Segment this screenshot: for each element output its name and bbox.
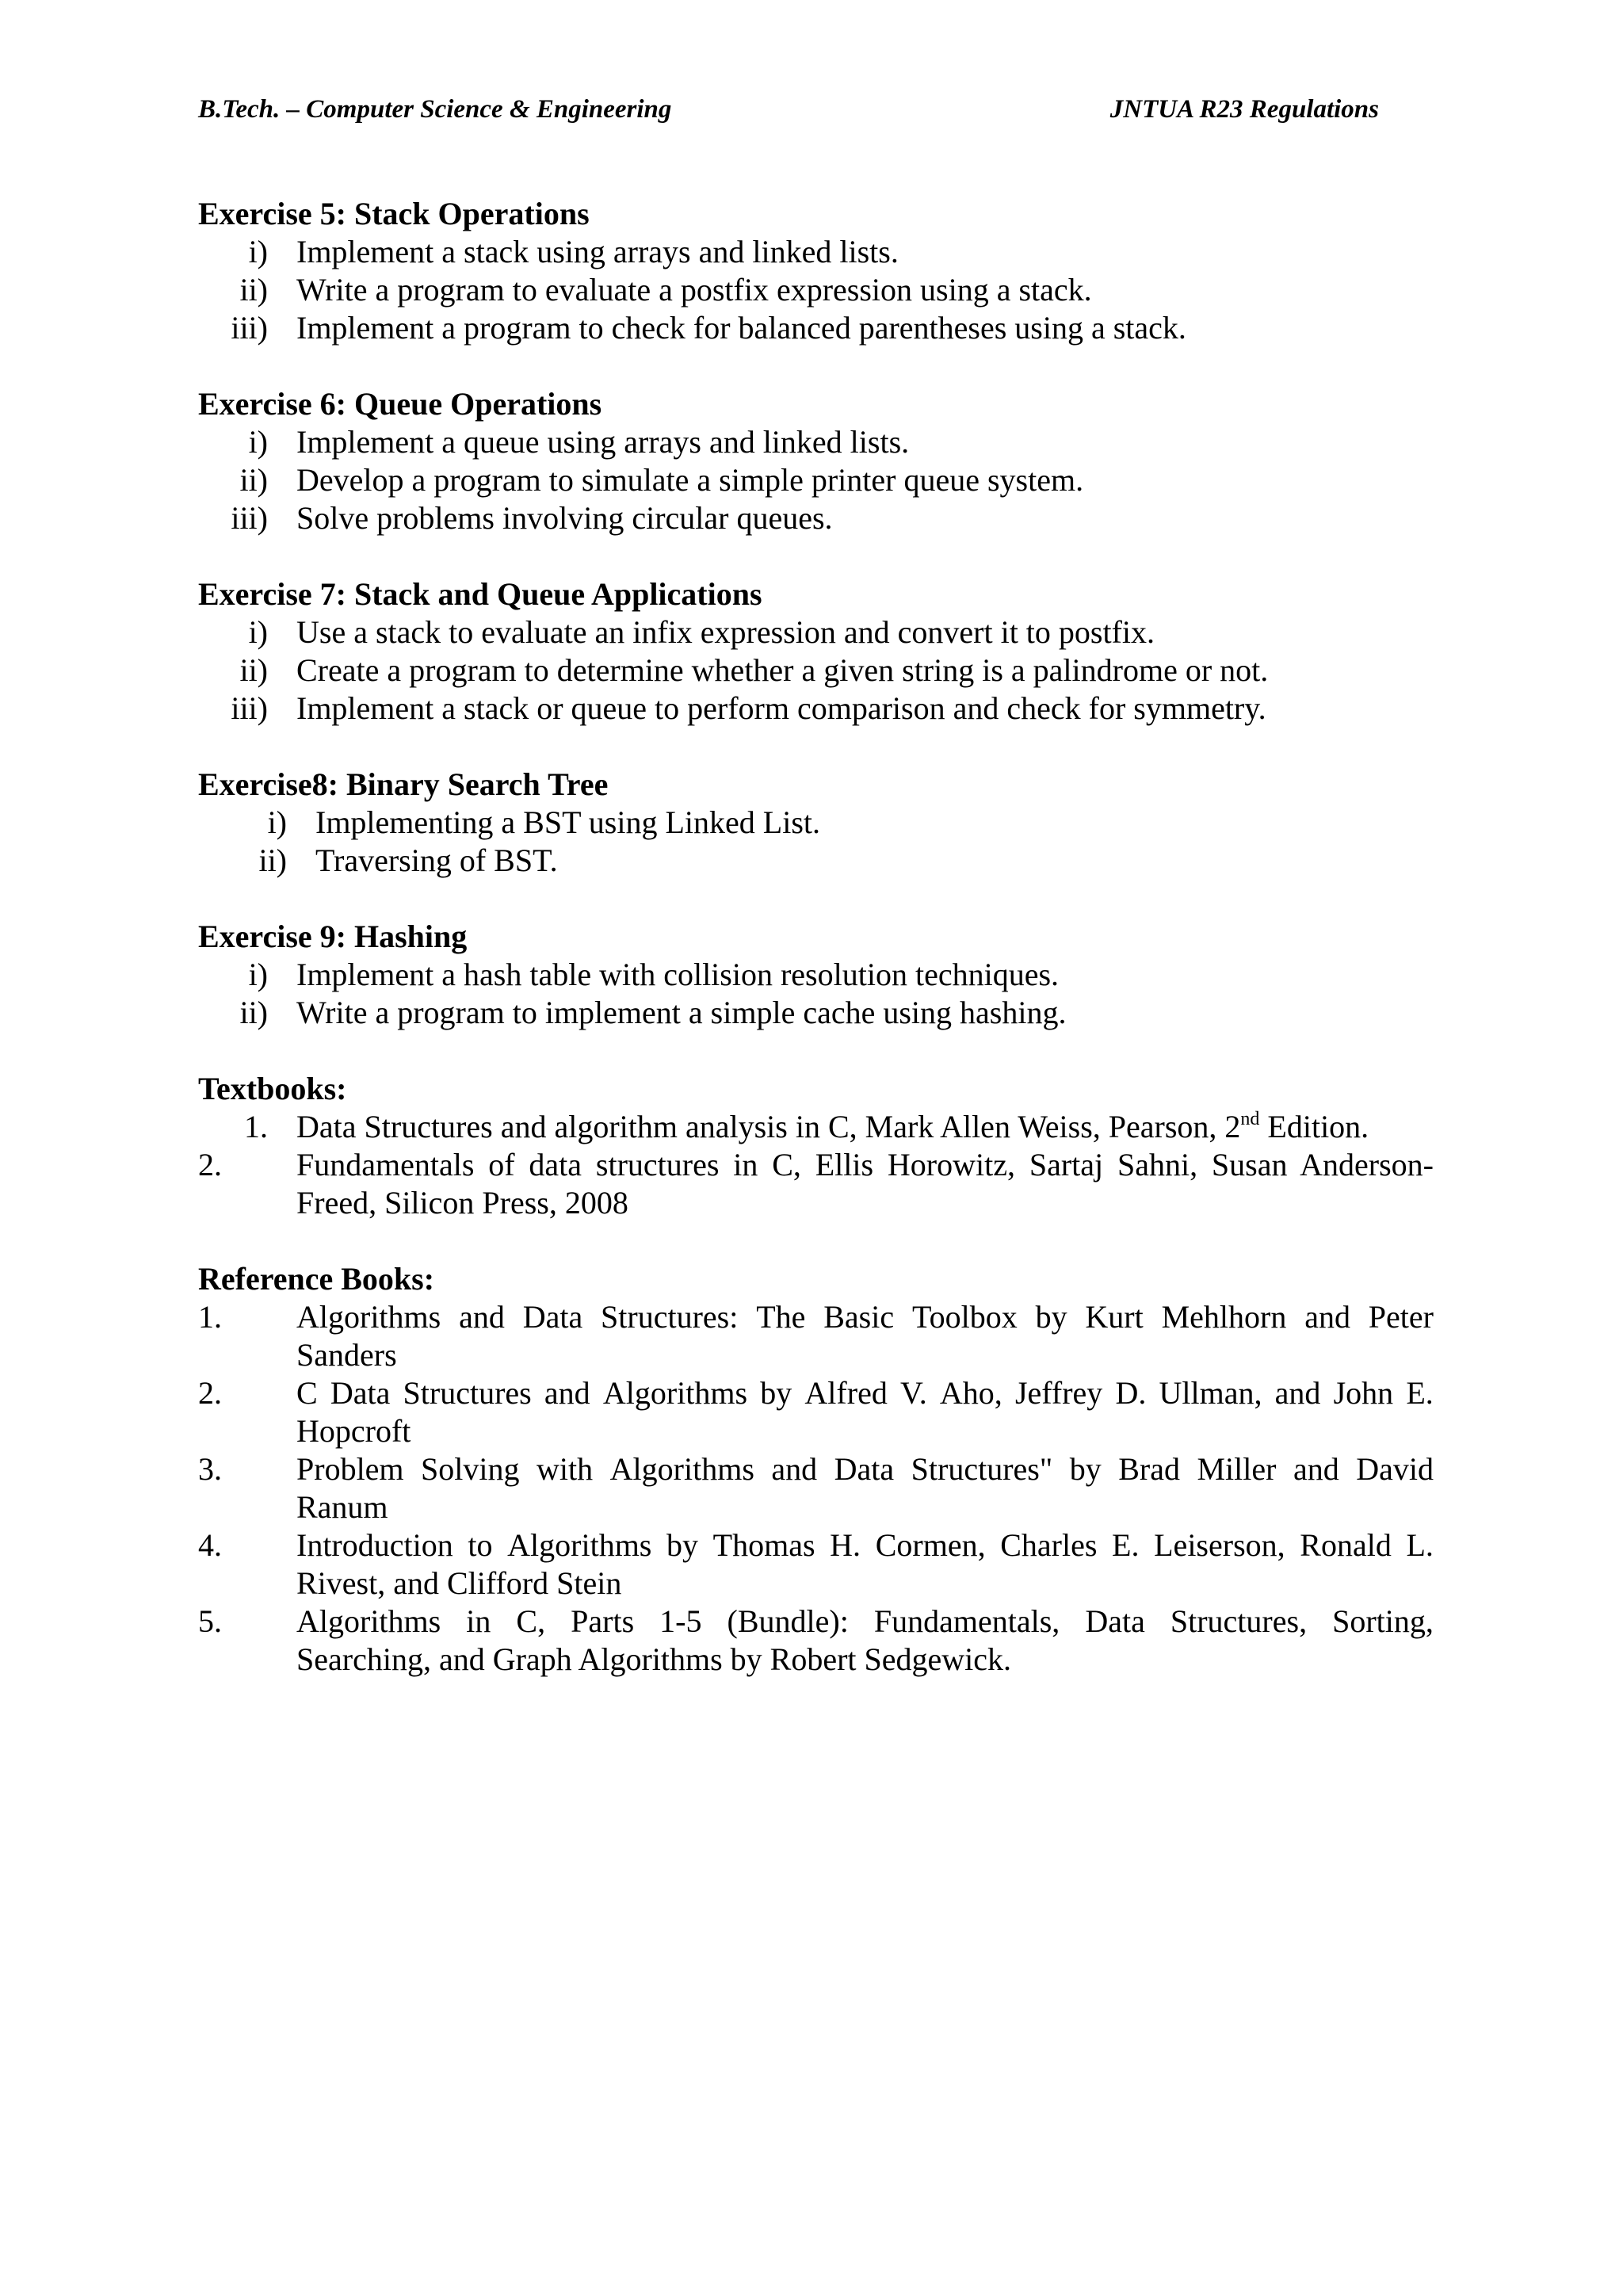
word: E. — [1112, 1527, 1140, 1563]
item-text: Traversing of BST. — [315, 842, 558, 878]
list-item — [198, 994, 1434, 1032]
word: Sorting, — [1332, 1603, 1434, 1639]
list-item — [198, 499, 1434, 537]
word: D. — [1115, 1375, 1147, 1411]
item-text: Implement a stack using arrays and linked lists. — [296, 234, 899, 269]
reference-books-title: Reference Books: — [198, 1261, 435, 1297]
word: Algorithms — [296, 1299, 441, 1335]
list-item — [198, 461, 1434, 499]
item-text-line: Rivest, and Clifford Stein — [296, 1565, 622, 1601]
item-number: ii) — [239, 272, 268, 308]
item-number: i) — [248, 957, 268, 992]
exercise-8-title: Exercise8: Binary Search Tree — [198, 766, 609, 802]
word: and — [1304, 1299, 1350, 1335]
item-text-line — [296, 1298, 1434, 1336]
word: Alfred — [804, 1375, 888, 1411]
item-number: i) — [267, 804, 287, 840]
header-program: B.Tech. – Computer Science & Engineering — [198, 95, 672, 124]
exercise-9-title: Exercise 9: Hashing — [198, 919, 468, 954]
item-text: Write a program to evaluate a postfix expression using a stack. — [296, 272, 1092, 308]
word: H. — [830, 1527, 861, 1563]
item-text-line: Ranum — [296, 1489, 388, 1525]
item-number: 4. — [198, 1527, 222, 1563]
item-text — [296, 1108, 1369, 1146]
word: Mehlhorn — [1161, 1299, 1287, 1335]
word: and — [1293, 1451, 1339, 1487]
item-text: Solve problems involving circular queues. — [296, 500, 833, 536]
word: C — [296, 1375, 318, 1411]
exercise-6-title: Exercise 6: Queue Operations — [198, 386, 602, 422]
list-item — [198, 804, 1434, 842]
word: Structures" — [911, 1451, 1053, 1487]
word: in — [466, 1603, 491, 1639]
item-text: Create a program to determine whether a given string is a palindrome or not. — [296, 652, 1269, 688]
word: Introduction — [296, 1527, 453, 1563]
word: Kurt — [1085, 1299, 1144, 1335]
item-number: ii) — [258, 842, 287, 878]
item-text-line: Hopcroft — [296, 1413, 411, 1449]
page-content — [198, 195, 1434, 1717]
item-text-line: Searching, and Graph Algorithms by Robert Sedgewick. — [296, 1641, 1012, 1677]
list-item — [198, 1298, 1434, 1374]
word: C, — [516, 1603, 546, 1639]
word: to — [468, 1527, 493, 1563]
word: Thomas — [712, 1527, 815, 1563]
word: Peter — [1368, 1299, 1434, 1335]
exercise-5-title: Exercise 5: Stack Operations — [198, 196, 590, 231]
word: Jeffrey — [1014, 1375, 1103, 1411]
item-number: ii) — [239, 995, 268, 1030]
item-text-main: Data Structures and algorithm analysis in C, Mark Allen Weiss, Pearson, 2 — [296, 1109, 1241, 1144]
word: Algorithms — [507, 1527, 652, 1563]
page-header — [198, 95, 1379, 135]
textbooks-title: Textbooks: — [198, 1071, 347, 1106]
item-text-line — [296, 1374, 1434, 1412]
item-text: Implement a hash table with collision resolution techniques. — [296, 957, 1060, 992]
word: by — [1069, 1451, 1102, 1487]
item-text-line: Freed, Silicon Press, 2008 — [296, 1185, 628, 1221]
item-number: iii) — [231, 310, 268, 346]
item-text: Write a program to implement a simple cache using hashing. — [296, 995, 1067, 1030]
word: with — [537, 1451, 594, 1487]
item-text: Develop a program to simulate a simple printer queue system. — [296, 462, 1084, 498]
word: Data — [522, 1299, 583, 1335]
list-item — [198, 423, 1434, 461]
list-item — [198, 842, 1434, 880]
word: E. — [1406, 1375, 1434, 1411]
list-item — [198, 1450, 1434, 1526]
word: and — [544, 1375, 590, 1411]
word: L. — [1406, 1527, 1434, 1563]
list-item — [198, 651, 1434, 690]
list-item — [198, 1603, 1434, 1679]
item-text: Implement a stack or queue to perform comparison and check for symmetry. — [296, 690, 1266, 726]
word: Structures: — [601, 1299, 739, 1335]
word: Charles — [1000, 1527, 1098, 1563]
item-text-line — [296, 1603, 1434, 1641]
list-item — [198, 1526, 1434, 1603]
word: Aho, — [939, 1375, 1002, 1411]
word: John — [1333, 1375, 1394, 1411]
list-item — [198, 1108, 1434, 1146]
list-item — [198, 309, 1434, 347]
word: Algorithms — [296, 1603, 441, 1639]
word: Parts — [571, 1603, 635, 1639]
item-number: i) — [248, 234, 268, 269]
word: The — [756, 1299, 806, 1335]
word: Solving — [421, 1451, 520, 1487]
word: Structures — [403, 1375, 532, 1411]
item-number: 2. — [198, 1147, 222, 1182]
word: V. — [900, 1375, 927, 1411]
word: Data — [1085, 1603, 1145, 1639]
item-text-end: Edition. — [1259, 1109, 1369, 1144]
item-text: Use a stack to evaluate an infix expression and convert it to postfix. — [296, 614, 1155, 650]
word: Toolbox — [911, 1299, 1018, 1335]
list-item — [198, 233, 1434, 271]
item-text-line: Sanders — [296, 1337, 397, 1373]
item-text-line — [296, 1526, 1434, 1564]
item-text-line — [296, 1450, 1434, 1488]
word: Cormen, — [875, 1527, 986, 1563]
item-number: i) — [248, 424, 268, 460]
word: Structures, — [1170, 1603, 1308, 1639]
word: and — [771, 1451, 818, 1487]
exercise-8-section — [198, 766, 1434, 880]
list-item — [198, 956, 1434, 994]
word: Data — [330, 1375, 391, 1411]
exercise-5-section — [198, 195, 1434, 347]
item-text: Implement a program to check for balanced parentheses using a stack. — [296, 310, 1186, 346]
word: by — [1035, 1299, 1067, 1335]
word: Problem — [296, 1451, 404, 1487]
word: 1-5 — [659, 1603, 702, 1639]
word: Basic — [823, 1299, 895, 1335]
exercise-6-section — [198, 385, 1434, 537]
word: and — [1274, 1375, 1321, 1411]
item-text-line: Fundamentals of data structures in C, Ellis Horowitz, Sartaj Sahni, Susan Anderson- — [296, 1147, 1434, 1182]
exercise-9-section — [198, 918, 1434, 1032]
item-number: 3. — [198, 1451, 222, 1487]
list-item — [198, 1374, 1434, 1450]
word: Algorithms — [602, 1375, 748, 1411]
list-item — [198, 1146, 1434, 1222]
word: Fundamentals, — [873, 1603, 1060, 1639]
item-number: 2. — [198, 1375, 222, 1411]
superscript: nd — [1240, 1108, 1260, 1129]
word: David — [1356, 1451, 1434, 1487]
list-item — [198, 690, 1434, 728]
item-number: 5. — [198, 1603, 222, 1639]
list-item — [198, 271, 1434, 309]
item-number: ii) — [239, 462, 268, 498]
item-number: ii) — [239, 652, 268, 688]
item-text: Implementing a BST using Linked List. — [315, 804, 820, 840]
item-number: iii) — [231, 500, 268, 536]
word: Leiserson, — [1154, 1527, 1285, 1563]
item-number: i) — [248, 614, 268, 650]
exercise-7-section — [198, 575, 1434, 728]
word: Data — [834, 1451, 895, 1487]
word: Brad — [1118, 1451, 1180, 1487]
word: Algorithms — [609, 1451, 754, 1487]
item-number: 1. — [244, 1109, 268, 1144]
exercise-7-title: Exercise 7: Stack and Queue Applications — [198, 576, 762, 612]
word: Ullman, — [1159, 1375, 1262, 1411]
word: by — [666, 1527, 699, 1563]
word: (Bundle): — [727, 1603, 849, 1639]
textbooks-section — [198, 1070, 1434, 1222]
item-text: Implement a queue using arrays and linked lists. — [296, 424, 910, 460]
word: Miller — [1197, 1451, 1277, 1487]
item-number: 1. — [198, 1299, 222, 1335]
list-item — [198, 613, 1434, 651]
word: by — [760, 1375, 792, 1411]
word: Ronald — [1300, 1527, 1392, 1563]
item-number: iii) — [231, 690, 268, 726]
word: and — [459, 1299, 505, 1335]
header-regulations: JNTUA R23 Regulations — [1109, 95, 1379, 124]
reference-books-section — [198, 1260, 1434, 1679]
